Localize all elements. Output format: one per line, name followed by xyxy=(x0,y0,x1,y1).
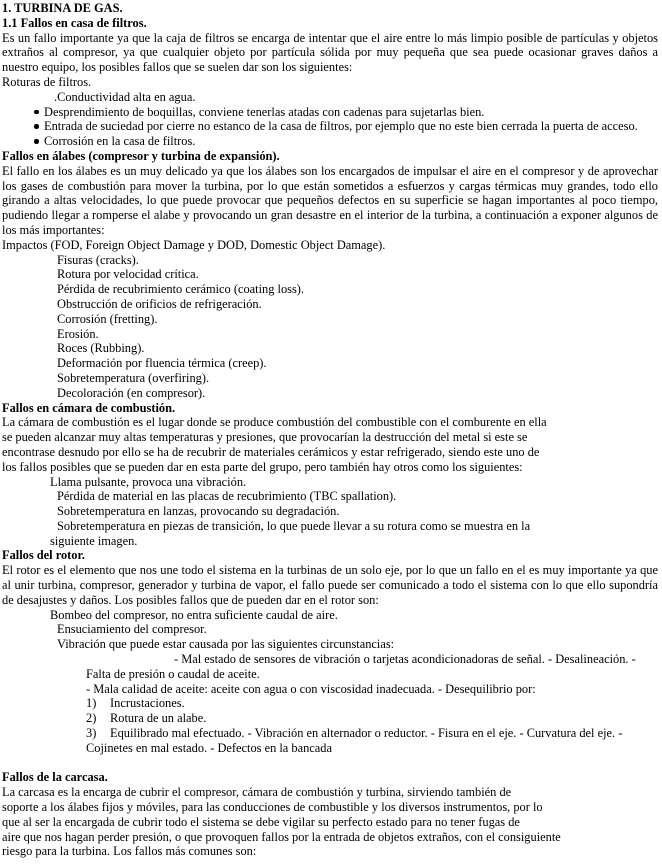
list-item: Sobretemperatura (overfiring). xyxy=(57,370,210,385)
paragraph-line: los fallos posibles que se pueden dar en esta parte del grupo, pero también hay otros como los siguientes: xyxy=(2,459,523,474)
paragraph-line: riesgo para la turbina. Los fallos más comunes son: xyxy=(2,844,257,859)
list-item: Pérdida de material en las placas de recubrimiento (TBC spallation). xyxy=(57,489,397,504)
text-roturas: Roturas de filtros. xyxy=(2,74,92,89)
paragraph-line: soporte a los álabes fijos y móviles, para las conducciones de combustible y los diversos instrumentos, por lo xyxy=(2,800,543,815)
list-item: Sobretemperatura en lanzas, provocando su degradación. xyxy=(57,504,340,519)
heading-carcasa: Fallos de la carcasa. xyxy=(2,770,108,785)
paragraph-alabes: El fallo en los álabes es un muy delicado ya que los álabes son los encargados de impulsar el aire en el compresor y de aprovechar los gases de combustión para mover la turbina, por lo que están sometidos a esfuerzos y cargas térmicas muy grandes, todo ello girando a altas velocidades, lo que puede provocar que pequeños defectos en su superficie se hagan importantes al poco tiempo, pudiendo llegar a romperse el alabe y provocando un gran desastre en el interior de la turbina, a continuación a exponer algunos de los más importantes: xyxy=(2,163,658,237)
paragraph-line: encontrase desnudo por ello se ha de recubrir de materiales cerámicos y estar refrigerado, siendo este uno de xyxy=(2,444,540,459)
paragraph-line: aire que nos hagan perder presión, o que provoquen fallos por la entrada de objetos extraños, con el consiguiente xyxy=(2,829,561,844)
list-item: Ensuciamiento del compresor. xyxy=(57,622,207,637)
paragraph-rotor: El rotor es el elemento que nos une todo el sistema en la turbinas de un solo eje, por lo que un fallo en el es muy importante ya que al unir turbina, compresor, generador y turbina de vapor, el fallo puede ser comunicado a todo el sistema con lo que ello supondría de desajustes y daños. Los posibles fallos que de pueden dar en el rotor son: xyxy=(2,563,658,607)
subsection-title: 1.1 Fallos en casa de filtros. xyxy=(2,15,147,30)
numbered-item xyxy=(2,711,658,726)
heading-rotor: Fallos del rotor. xyxy=(2,548,85,563)
list-item: Rotura por velocidad crítica. xyxy=(57,267,199,282)
vibration-causes: - Mal estado de sensores de vibración o tarjetas acondicionadoras de señal. - Desalineación. - Falta de presión o caudal de aceite. xyxy=(86,652,636,681)
vibration-causes: - Mala calidad de aceite: aceite con agua o con viscosidad inadecuada. - Desequilibrio por: xyxy=(86,681,536,696)
text-conductividad: .Conductividad alta en agua. xyxy=(54,89,196,104)
text-impactos: Impactos (FOD, Foreign Object Damage y DOD, Domestic Object Damage). xyxy=(2,237,386,252)
list-item: Deformación por fluencia térmica (creep). xyxy=(57,356,267,371)
list-item: Erosión. xyxy=(57,326,99,341)
numbered-item xyxy=(2,696,658,711)
item-text: Incrustaciones. xyxy=(110,696,185,711)
list-item: Bombeo del compresor, no entra suficiente caudal de aire. xyxy=(50,607,338,622)
item-number: 2) xyxy=(86,711,97,726)
list-item: Pérdida de recubrimiento cerámico (coating loss). xyxy=(57,282,305,297)
paragraph-line: se pueden alcanzar muy altas temperaturas y presiones, que provocarían la destrucción del metal si este se xyxy=(2,430,528,445)
list-item: Decoloración (en compresor). xyxy=(57,385,206,400)
paragraph-line: La cámara de combustión es el lugar donde se produce combustión del combustible con el comburente en ella xyxy=(2,415,547,430)
list-item: Fisuras (cracks). xyxy=(57,252,139,267)
list-item: Llama pulsante, provoca una vibración. xyxy=(50,474,247,489)
list-item: Sobretemperatura en piezas de transición, lo que puede llevar a su rotura como se muestra en la xyxy=(57,518,531,533)
heading-alabes: Fallos en álabes (compresor y turbina de expansión). xyxy=(2,148,280,163)
blank-line xyxy=(2,756,658,771)
paragraph-line: que al ser la encargada de cubrir todo el sistema se debe vigilar su perfecto estado para no tener fugas de xyxy=(2,814,520,829)
list-item: Vibración que puede estar causada por las siguientes circunstancias: xyxy=(57,637,395,652)
list-item-continuation: siguiente imagen. xyxy=(50,533,138,548)
list-item: Obstrucción de orificios de refrigeración. xyxy=(57,296,262,311)
list-item: Roces (Rubbing). xyxy=(57,341,145,356)
paragraph-line: La carcasa es la encarga de cubrir el compresor, cámara de combustión y turbina, sirviendo también de xyxy=(2,785,512,800)
item-number: 1) xyxy=(86,696,97,711)
heading-camara: Fallos en cámara de combustión. xyxy=(2,400,176,415)
item-number: 3) xyxy=(86,726,97,741)
list-item: Corrosión (fretting). xyxy=(57,311,158,326)
item-text: Equilibrado mal efectuado. - Vibración en alternador o reductor. - Fisura en el eje. - Curvatura del eje. - Cojinetes en mal estado. - Defectos en la bancada xyxy=(86,726,623,755)
section-title: 1. TURBINA DE GAS. xyxy=(2,1,123,15)
numbered-item xyxy=(2,726,658,756)
bullet-item: Desprendimiento de boquillas, conviene tenerlas atadas con cadenas para sujetarlas bien. xyxy=(2,105,658,120)
bullet-item: Corrosión en la casa de filtros. xyxy=(2,134,658,149)
bullet-item: Entrada de suciedad por cierre no estanco de la casa de filtros, por ejemplo que no este bien cerrada la puerta de acceso. xyxy=(2,119,658,134)
paragraph-filtros: Es un fallo importante ya que la caja de filtros se encarga de intentar que el aire entre lo más limpio posible de partículas y objetos extraños al compresor, ya que cualquier objeto por partícula sólida por muy pequeña que sea puede ocasionar graves daños a nuestro equipo, los posibles fallos que se suelen dar son los siguientes: xyxy=(2,30,658,75)
item-text: Rotura de un alabe. xyxy=(110,711,207,726)
